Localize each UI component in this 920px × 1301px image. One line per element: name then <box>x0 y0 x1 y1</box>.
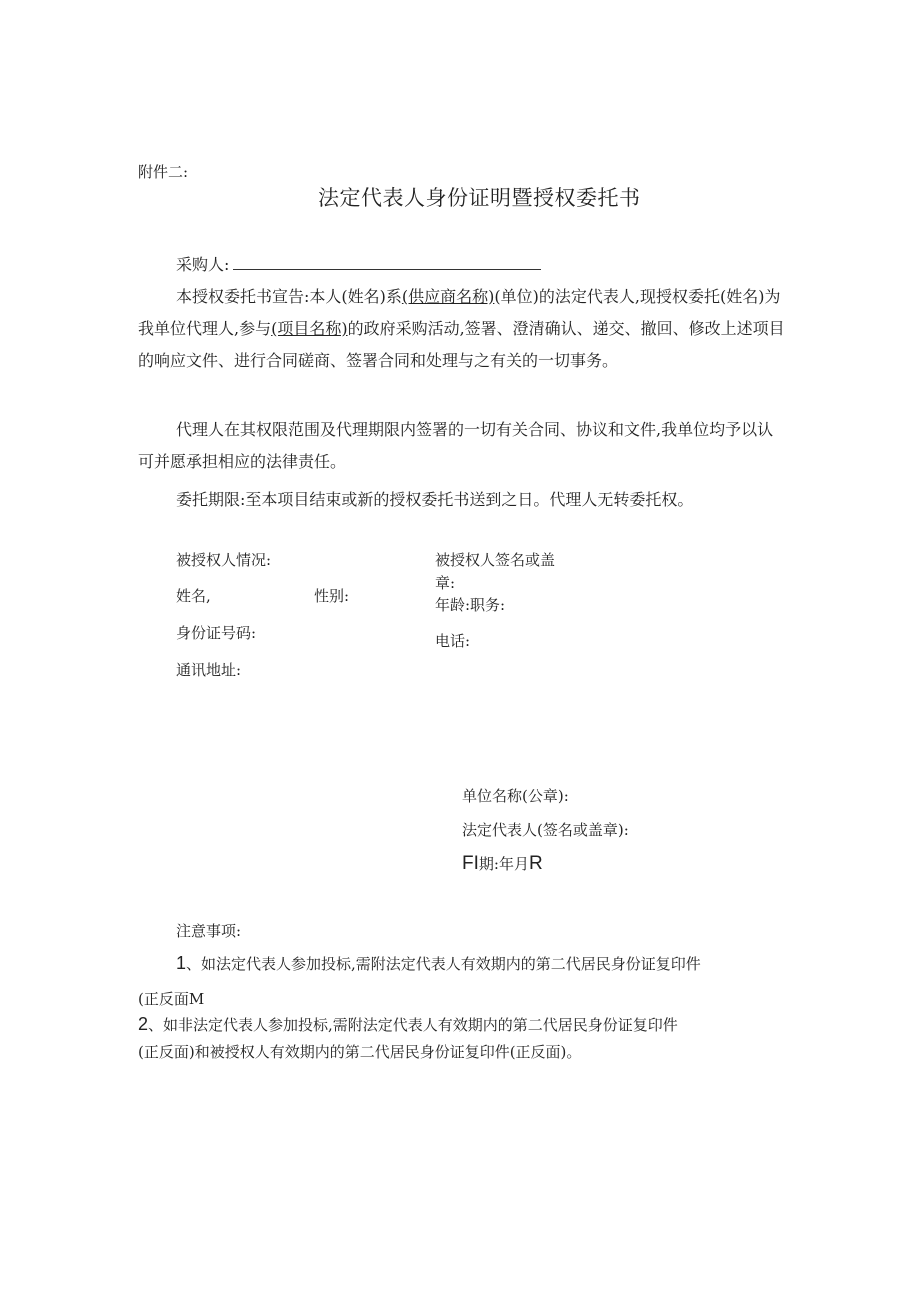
declaration-paragraph <box>138 281 788 377</box>
notes-heading: 注意事项: <box>176 922 242 940</box>
purchaser-label: 采购人: <box>176 255 230 274</box>
project-name-field: (项目名称) <box>271 319 348 338</box>
term-text: 委托期限:至本项目结束或新的授权委托书送到之日。代理人无转委托权。 <box>176 490 694 509</box>
agent-gender-label: 性别: <box>314 587 350 605</box>
unit-name-label: 单位名称(公章): <box>462 787 569 805</box>
agent-info-heading: 被授权人情况: <box>176 551 272 569</box>
purchaser-blank-line <box>233 255 541 270</box>
note-1-text: 、如法定代表人参加投标,需附法定代表人有效期内的第二代居民身份证复印件 <box>186 955 701 973</box>
purchaser-row <box>176 252 541 275</box>
agent-name-label: 姓名, <box>176 587 211 605</box>
date-line <box>462 853 543 875</box>
date-middle: 期:年月 <box>478 855 529 873</box>
legal-rep-label: 法定代表人(签名或盖章): <box>462 821 629 839</box>
liability-text: 代理人在其权限范围及代理期限内签署的一切有关合同、协议和文件,我单位均予以认可并愿承担相应的法律责任。 <box>138 420 774 471</box>
liability-paragraph <box>138 414 788 478</box>
agent-address-label: 通讯地址: <box>176 661 242 679</box>
date-suffix: R <box>528 853 543 874</box>
agent-signature-label: 被授权人签名或盖 <box>435 551 556 569</box>
note-2-number: 2 <box>138 1014 149 1034</box>
document-title: 法定代表人身份证明暨授权委托书 <box>318 186 641 210</box>
note-2-tail: (正反面)和被授权人有效期内的第二代居民身份证复印件(正反面)。 <box>138 1043 582 1061</box>
date-prefix: FI <box>462 853 479 874</box>
term-paragraph <box>138 484 788 516</box>
agent-signature-label-cont: 章: <box>435 574 456 592</box>
declaration-part3: 的政府采购活动,签署、澄清确认、递交、撤回、修改上述项目的响应文件、进行合同磋商、签署合同和处理与之有关的一切事务。 <box>138 319 785 370</box>
note-item-2 <box>138 1014 678 1035</box>
declaration-part2: (单位)的法定代表人,现授权委托(姓名)为我单位代理人,参与 <box>138 287 781 338</box>
note-1-tail: (正反面M <box>138 990 205 1008</box>
agent-phone-label: 电话: <box>435 632 471 650</box>
note-item-1 <box>176 953 701 974</box>
agent-id-label: 身份证号码: <box>176 624 257 642</box>
note-2-text: 、如非法定代表人参加投标,需附法定代表人有效期内的第二代居民身份证复印件 <box>148 1016 678 1034</box>
declaration-part1: 本授权委托书宣告:本人(姓名)系 <box>176 287 402 306</box>
supplier-name-field: (供应商名称) <box>401 287 495 306</box>
agent-age-position-label: 年龄:职务: <box>435 596 506 614</box>
note-1-number: 1 <box>176 953 187 973</box>
attachment-label: 附件二: <box>138 163 189 181</box>
